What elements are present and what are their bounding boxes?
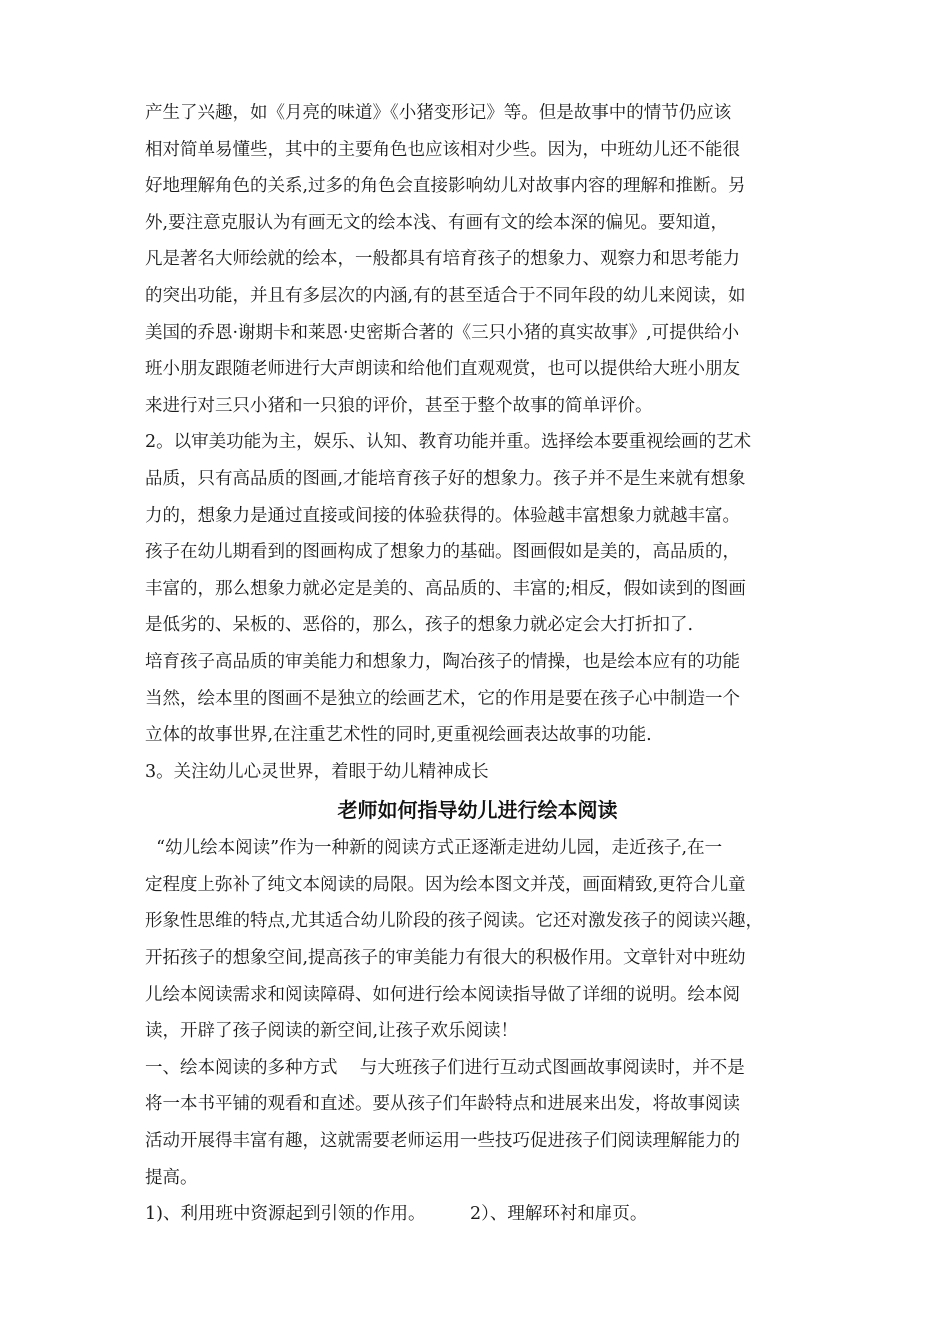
text-line: 培育孩子高品质的审美能力和想象力，陶冶孩子的情操，也是绘本应有的功能 [145, 651, 740, 672]
text-line: 外,要注意克服认为有画无文的绘本浅、有画有文的绘本深的偏见。要知道， [145, 212, 729, 233]
text-line: 活动开展得丰富有趣，这就需要老师运用一些技巧促进孩子们阅读理解能力的 [145, 1131, 740, 1152]
document-body [145, 95, 810, 1233]
text-line: 儿绘本阅读需求和阅读障碍、如何进行绘本阅读指导做了详细的说明。绘本阅 [145, 984, 740, 1005]
text-line: 相对简单易懂些，其中的主要角色也应该相对少些。因为，中班幼儿还不能很 [145, 139, 740, 160]
text-line: 凡是著名大师绘就的绘本，一般都具有培育孩子的想象力、观察力和思考能力 [145, 249, 740, 270]
text-line: 班小朋友跟随老师进行大声朗读和给他们直观观赏，也可以提供给大班小朋友 [145, 359, 740, 380]
text-line: 1)、利用班中资源起到引领的作用。 2）、理解环衬和扉页。 [145, 1204, 648, 1225]
text-line: 来进行对三只小猪和一只狼的评价，甚至于整个故事的简单评价。 [145, 395, 653, 416]
text-line: 定程度上弥补了纯文本阅读的局限。因为绘本图文并茂，画面精致,更符合儿童 [145, 874, 746, 895]
text-line: “幼儿绘本阅读”作为一种新的阅读方式正逐渐走进幼儿园，走近孩子,在一 [145, 838, 723, 859]
text-line: 读，开辟了孩子阅读的新空间,让孩子欢乐阅读！ [145, 1021, 519, 1042]
text-line: 美国的乔恩·谢期卡和莱恩·史密斯合著的《三只小猪的真实故事》,可提供给小 [145, 322, 740, 343]
text-line: 3。关注幼儿心灵世界，着眼于幼儿精神成长 [145, 761, 489, 782]
text-line: 产生了兴趣，如《月亮的味道》《小猪变形记》等。但是故事中的情节仍应该 [145, 103, 732, 123]
text-line: 2。以审美功能为主，娱乐、认知、教育功能并重。选择绘本要重视绘画的艺术 [145, 432, 752, 453]
text-line: 形象性思维的特点,尤其适合幼儿阶段的孩子阅读。它还对激发孩子的阅读兴趣， [145, 911, 764, 932]
paragraph-block-2 [145, 830, 810, 1233]
text-line: 好地理解角色的关系,过多的角色会直接影响幼儿对故事内容的理解和推断。另 [145, 176, 746, 197]
text-line: 的突出功能，并且有多层次的内涵,有的甚至适合于不同年段的幼儿来阅读，如 [145, 285, 746, 306]
text-line: 是低劣的、呆板的、恶俗的，那么，孩子的想象力就必定会大打折扣了. [145, 615, 694, 636]
text-line: 提高。 [145, 1167, 198, 1188]
paragraph-block-1 [145, 95, 810, 790]
text-line: 将一本书平铺的观看和直述。要从孩子们年龄特点和进展来出发，将故事阅读 [145, 1094, 740, 1115]
text-line: 孩子在幼儿期看到的图画构成了想象力的基础。图画假如是美的，高品质的， [145, 542, 740, 563]
text-line: 丰富的，那么想象力就必定是美的、高品质的、丰富的;相反，假如读到的图画 [145, 578, 746, 599]
text-line: 立体的故事世界,在注重艺术性的同时,更重视绘画表达故事的功能. [145, 725, 652, 746]
section-title: 老师如何指导幼儿进行绘本阅读 [337, 798, 618, 823]
text-line: 一、绘本阅读的多种方式 与大班孩子们进行互动式图画故事阅读时，并不是 [145, 1057, 745, 1078]
text-line: 当然，绘本里的图画不是独立的绘画艺术，它的作用是要在孩子心中制造一个 [145, 688, 740, 709]
text-line: 品质，只有高品质的图画,才能培育孩子好的想象力。孩子并不是生来就有想象 [145, 468, 746, 489]
text-line: 开拓孩子的想象空间,提高孩子的审美能力有很大的积极作用。文章针对中班幼 [145, 948, 746, 969]
text-line: 力的，想象力是通过直接或间接的体验获得的。体验越丰富想象力就越丰富。 [145, 505, 740, 526]
